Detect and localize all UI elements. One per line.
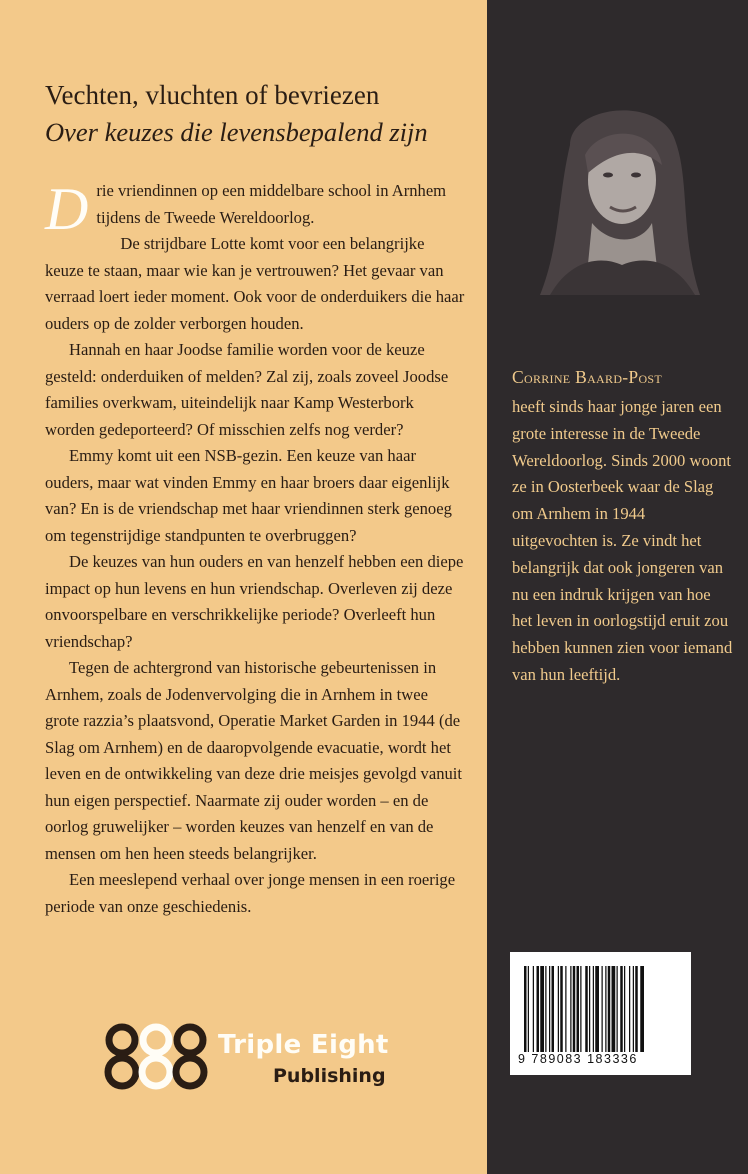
blurb-paragraph-1: Drie vriendinnen op een middelbare school in Arnhem tijdens de Tweede Wereldoorlog.: [45, 176, 447, 242]
author-bio: heeft sinds haar jonge jaren een grote interesse in de Tweede Wereldoorlog. Sinds 2000 woont ze in Oosterbeek waar de Slag om Arnhem in 1944 uitgevochten is. Ze vindt het belangrijk dat ook jongeren van nu een indruk krijgen van hoe het leven in oorlogstijd eruit zou hebben kunnen zien voor iemand van hun leeftijd.: [512, 397, 733, 684]
blurb-paragraph-2: De strijdbare Lotte komt voor een belangrijke keuze te staan, maar wie kan je vertrouwen? Het gevaar van verraad loert ieder moment. Ook voor de onderduikers die haar ouders op de zolder verborgen houden.: [45, 234, 465, 333]
barcode-icon: [524, 966, 677, 1052]
blurb-paragraph-5: De keuzes van hun ouders en van henzelf hebben een diepe impact op hun levens en hun vriendschap. Overleven zij deze onvoorspelbare en verschrikkelijke periode? Overleeft hun vriendschap?: [45, 552, 464, 651]
blurb-paragraph-4: Emmy komt uit een NSB-gezin. Een keuze van haar ouders, maar wat vinden Emmy en haar broers daar eigenlijk van? En is de vriendschap met haar vriendinnen sterk genoeg om tegenstrijdige standpunten te overbruggen?: [45, 446, 452, 545]
isbn-number: 9 789083 183336: [518, 1052, 638, 1066]
book-title: Vechten, vluchten of bevriezen: [45, 80, 380, 110]
blurb-paragraph-3: Hannah en haar Joodse familie worden voor de keuze gesteld: onderduiken of melden? Zal zij, zoals zoveel Joodse families overkwam, uiteindelijk naar Kamp Westerbork worden gedeporteerd? Of misschien zelfs nog verder?: [45, 340, 449, 439]
publisher-logo-icon: [102, 1022, 210, 1092]
blurb-paragraph-6: Tegen de achtergrond van historische gebeurtenissen in Arnhem, zoals de Jodenvervolging die in Arnhem in twee grote razzia’s plaatsvond, Operatie Market Garden in 1944 (de Slag om Arnhem) en de daaropvolgende evacuatie, wordt het leven en de ontwikkeling van deze drie meisjes gevolgd vanuit hun eigen perspectief. Naarmate zij ouder worden – en de oorlog gruwelijker – worden keuzes van henzelf en van de mensen om hen heen steeds belangrijker.: [45, 658, 463, 863]
blurb-text: [45, 178, 465, 920]
publisher-name-line2: Publishing: [273, 1065, 386, 1087]
publisher-name-line1: Triple Eight: [218, 1030, 389, 1060]
drop-cap: D: [45, 176, 89, 242]
author-name: Corrine Baard-Post: [512, 367, 663, 387]
book-subtitle: Over keuzes die levensbepalend zijn: [45, 117, 428, 147]
author-photo: [530, 95, 702, 295]
blurb-paragraph-7: Een meeslepend verhaal over jonge mensen in een roerige periode van onze geschiedenis.: [45, 870, 456, 916]
isbn-barcode: [510, 952, 691, 1075]
